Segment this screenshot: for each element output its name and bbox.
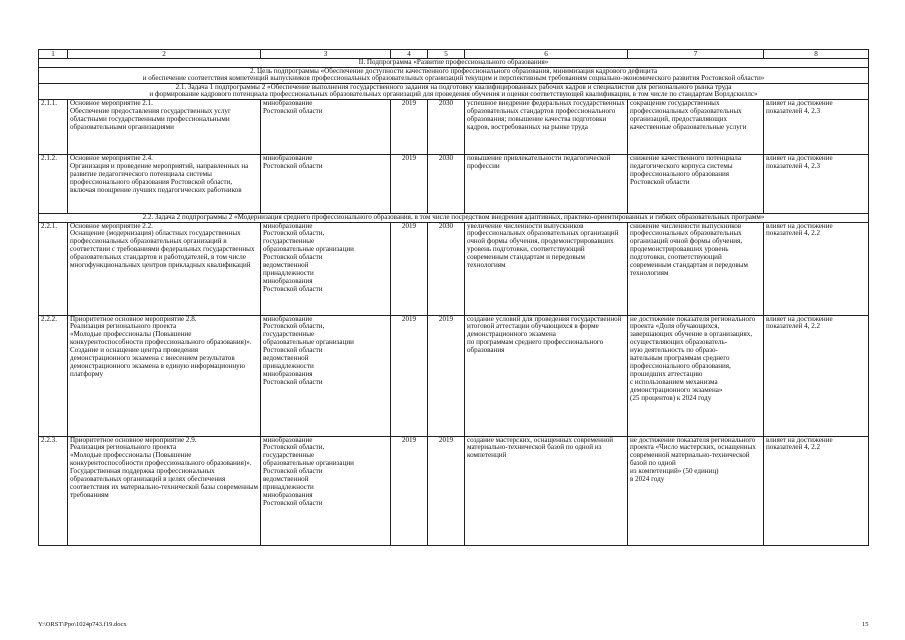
consequence-cell: снижение численности выпускников профессиональных образовательных организаций очной формы обучения, продемонстрировавших уровень подготовки, соответствующий современным стандартам и передовым технологиям [628,222,764,315]
table-row [39,99,869,154]
goal-row [39,67,869,83]
indicator-link-cell: влияет на достижение показателей 4, 2.3 [764,99,869,154]
table-row [39,315,869,436]
result-cell: создание условий для проведения государственной итоговой аттестации обучающихся в форме демонстрационного экзамена по программам среднего профессионального образования [465,315,628,436]
column-number: 3 [261,50,391,59]
subprogram-title: II. Подпрограмма «Развитие профессионального образования» [39,59,869,68]
activity-cell: Приоритетное основное мероприятие 2.9. Реализация регионального проекта «Молодые профессионалы (Повышение конкурентоспособности профессионального образования)». Государственная поддержка профессиональных образовательных организаций в целях обеспечения соответствия их материально-технической базы современным требованиям [68,436,261,545]
start-year-cell: 2019 [391,154,428,213]
executor-cell: минобразование Ростовской области, государственные образовательные организации Ростовской области ведомственной принадлежности минобразования Ростовской области [261,315,391,436]
table-row [39,222,869,315]
executor-cell: минобразование Ростовской области [261,99,391,154]
subprogram-row [39,59,869,68]
end-year-cell: 2019 [428,436,465,545]
goal-title: 2. Цель подпрограммы «Обеспечение доступности качественного профессионального образования, минимизация кадрового дефицита и обеспечение соответствия компетенций выпускников профессиональных образовательных организаций текущим и перспективным требованиям социально-экономического развития Ростовской области» [39,67,869,83]
end-year-cell: 2019 [428,315,465,436]
row-number: 2.2.2. [39,315,68,436]
start-year-cell: 2019 [391,99,428,154]
activity-cell: Основное мероприятие 2.1. Обеспечение предоставления государственных услуг областными государственными профессиональными образовательными организациями [68,99,261,154]
end-year-cell: 2030 [428,154,465,213]
consequence-cell: не достижение показателя регионального проекта «Число мастерских, оснащенных современной материально-технической базой по одной из компетенций» (50 единиц) в 2024 году [628,436,764,545]
column-number: 4 [391,50,428,59]
task-title: 2.1. Задача 1 подпрограммы 2 «Обеспечение выполнения государственного задания на подготовку квалифицированных рабочих кадров и специалистов для регионального рынка труда и формирование кадрового потенциала профессиональных образовательных организаций для проведения обучения и оценки соответствующей квалификации, в том числе по стандартам Ворлдскиллс» [39,83,869,99]
activity-cell: Основное мероприятие 2.4. Организация и проведение мероприятий, направленных на развитие педагогического потенциала системы профессионального образования Ростовской области, включая поощрение лучших педагогических работников [68,154,261,213]
activity-cell: Основное мероприятие 2.2. Оснащение (модернизация) областных государственных профессиональных образовательных организаций в соответствии с требованиями федеральных государственных образовательных стандартов и работодателей, в том числе многофункциональных центров прикладных квалификаций [68,222,261,315]
start-year-cell: 2019 [391,222,428,315]
result-cell: увеличение численности выпускников профессиональных образовательных организаций очной формы обучения, продемонстрировавших уровень подготовки, соответствующий современным стандартам и передовым технологиям [465,222,628,315]
indicator-link-cell: влияет на достижение показателей 4, 2.2 [764,222,869,315]
end-year-cell: 2030 [428,99,465,154]
result-cell: успешное внедрение федеральных государственных образовательных стандартов профессионального образования; повышение качества подготовки кадров, востребованных на рынке труда [465,99,628,154]
consequence-cell: не достижение показателя регионального проекта «Доля обучающихся, завершающих обучение в организациях, осуществляющих образователь- ную деятельность по образо- вательным программам среднего профессионального образования, прошедших аттестацию с использованием механизма демонстрационного экзамена» (25 процентов) к 2024 году [628,315,764,436]
table-row [39,436,869,545]
start-year-cell: 2019 [391,315,428,436]
footer-file-path: Y:\ORST\Ppo\1024p743.f19.docx [38,621,127,628]
result-cell: создание мастерских, оснащенных современной материально-технической базой по одной из компетенций [465,436,628,545]
executor-cell: минобразование Ростовской области [261,154,391,213]
executor-cell: минобразование Ростовской области, государственные образовательные организации Ростовской области ведомственной принадлежности минобразования Ростовской области [261,436,391,545]
activities-table [38,49,869,546]
page-number: 15 [862,621,869,628]
row-number: 2.2.3. [39,436,68,545]
row-number: 2.2.1. [39,222,68,315]
indicator-link-cell: влияет на достижение показателей 4, 2.2 [764,436,869,545]
column-number: 6 [465,50,628,59]
consequence-cell: сокращение государственных профессиональных образовательных организаций, предоставляющих качественные образовательные услуги [628,99,764,154]
column-number: 8 [764,50,869,59]
column-number: 7 [628,50,764,59]
indicator-link-cell: влияет на достижение показателей 4, 2.2 [764,315,869,436]
column-number: 2 [68,50,261,59]
start-year-cell: 2019 [391,436,428,545]
indicator-link-cell: влияет на достижение показателей 4, 2.3 [764,154,869,213]
row-number: 2.1.2. [39,154,68,213]
end-year-cell: 2030 [428,222,465,315]
executor-cell: минобразование Ростовской области, государственные образовательные организации Ростовской области ведомственной принадлежности минобразования Ростовской области [261,222,391,315]
consequence-cell: снижение качественного потенциала педагогического корпуса системы профессионального образования Ростовской области [628,154,764,213]
task-row [39,213,869,222]
result-cell: повышение привлекательности педагогической профессии [465,154,628,213]
column-numbers-row [39,50,869,59]
column-number: 1 [39,50,68,59]
task-title: 2.2. Задача 2 подпрограммы 2 «Модернизация среднего профессионального образования, в том числе посредством внедрения адаптивных, практико-ориентированных и гибких образовательных программ» [39,213,869,222]
activity-cell: Приоритетное основное мероприятие 2.8. Реализация регионального проекта «Молодые профессионалы (Повышение конкурентоспособности профессионального образования)». Создание и оснащение центра проведения демонстрационного экзамена с внесением результатов демонстрационного экзамена в единую информационную платформу [68,315,261,436]
row-number: 2.1.1. [39,99,68,154]
table-row [39,154,869,213]
task-row [39,83,869,99]
column-number: 5 [428,50,465,59]
